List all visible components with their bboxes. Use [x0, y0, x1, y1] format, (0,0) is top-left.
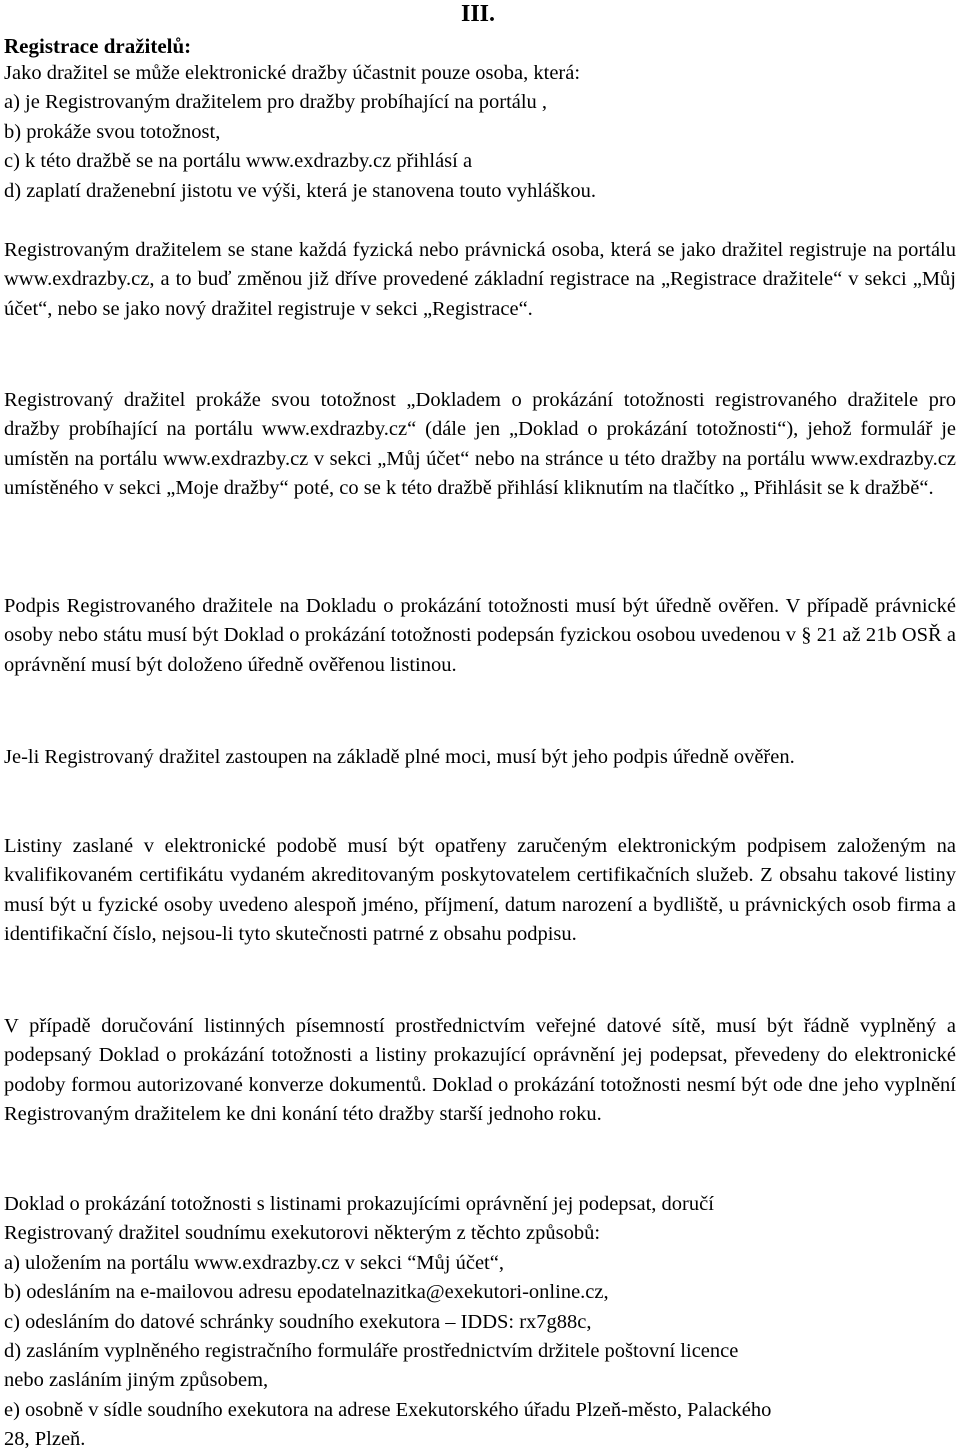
- delivery-option: 28, Plzeň.: [4, 1428, 86, 1451]
- section-title: Registrace dražitelů:: [4, 34, 192, 58]
- condition-item: b) prokáže svou totožnost,: [4, 120, 221, 143]
- paragraph-registration: Registrovaným dražitelem se stane každá fyzická nebo právnická osoba, která se jako dražitel registruje na portálu www.exdrazby.cz, a to buď změnou již dříve provedené základní registrace na „Registrace dražitele“ v sekci „Můj účet“, nebo se jako nový dražitel registruje v sekci „Registrace“.: [4, 239, 956, 320]
- condition-item: d) zaplatí draženební jistotu ve výši, která je stanovena touto vyhláškou.: [4, 179, 597, 202]
- section-numeral: III.: [461, 1, 496, 27]
- delivery-option: b) odesláním na e-mailovou adresu epodatelnazitka@exekutori-online.cz,: [4, 1281, 609, 1304]
- intro-text: Jako dražitel se může elektronické dražby účastnit pouze osoba, která:: [4, 62, 581, 84]
- paragraph-document-conversion: V případě doručování listinných písemností prostřednictvím veřejné datové sítě, musí být řádně vyplněný a podepsaný Doklad o prokázání totožnosti a listiny prokazující oprávnění jej podepsat, převedeny do elektronické podoby formou autorizované konverze dokumentů. Doklad o prokázání totožnosti nesmí být ode dne jeho vyplnění Registrovaným dražitelem ke dni konání této dražby starší jednoho roku.: [4, 1015, 956, 1126]
- paragraph-signature: Podpis Registrovaného dražitele na Dokladu o prokázání totožnosti musí být úředně ověřen. V případě právnické osoby nebo státu musí být Doklad o prokázání totožnosti podepsán fyzickou osobou uvedenou v § 21 až 21b OSŘ a oprávnění musí být doloženo úředně ověřenou listinou.: [4, 595, 956, 676]
- delivery-option: c) odesláním do datové schránky soudního exekutora – IDDS: rx7g88c,: [4, 1310, 592, 1333]
- delivery-intro: Doklad o prokázání totožnosti s listinami prokazujícími oprávnění jej podepsat, doručí: [4, 1193, 714, 1215]
- delivery-block: [4, 1190, 956, 1455]
- delivery-intro: Registrovaný dražitel soudnímu exekutorovi některým z těchto způsobů:: [4, 1222, 601, 1245]
- intro-block: [4, 59, 956, 206]
- paragraph-power-of-attorney: Je-li Registrovaný dražitel zastoupen na základě plné moci, musí být jeho podpis úředně ověřen.: [4, 746, 795, 768]
- paragraph-electronic-documents: Listiny zaslané v elektronické podobě musí být opatřeny zaručeným elektronickým podpisem založeným na kvalifikovaném certifikátu vydaném akreditovaným poskytovatelem certifikačních služeb. Z obsahu takové listiny musí být u fyzické osoby uvedeno alespoň jméno, příjmení, datum narození a bydliště, u právnických osob firma a identifikační číslo, nejsou-li tyto skutečnosti patrné z obsahu podpisu.: [4, 835, 956, 946]
- condition-item: a) je Registrovaným dražitelem pro dražby probíhající na portálu ,: [4, 91, 548, 114]
- delivery-option: nebo zasláním jiným způsobem,: [4, 1369, 269, 1392]
- delivery-option: a) uložením na portálu www.exdrazby.cz v sekci “Můj účet“,: [4, 1251, 504, 1274]
- delivery-option: e) osobně v sídle soudního exekutora na adrese Exekutorského úřadu Plzeň-město, Palackého: [4, 1398, 772, 1421]
- delivery-option: d) zasláním vyplněného registračního formuláře prostřednictvím držitele poštovní licence: [4, 1340, 739, 1363]
- paragraph-identity-proof: Registrovaný dražitel prokáže svou totožnost „Dokladem o prokázání totožnosti registrovaného dražitele pro dražby probíhající na portálu www.exdrazby.cz“ (dále jen „Doklad o prokázání totožnosti“), jehož formulář je umístěn na portálu www.exdrazby.cz v sekci „Můj účet“ nebo na stránce u této dražby na portálu www.exdrazby.cz umístěného v sekci „Moje dražby“ poté, co se k této dražbě přihlásí kliknutím na tlačítko „ Přihlásit se k dražbě“.: [4, 389, 956, 500]
- condition-item: c) k této dražbě se na portálu www.exdrazby.cz přihlásí a: [4, 150, 473, 173]
